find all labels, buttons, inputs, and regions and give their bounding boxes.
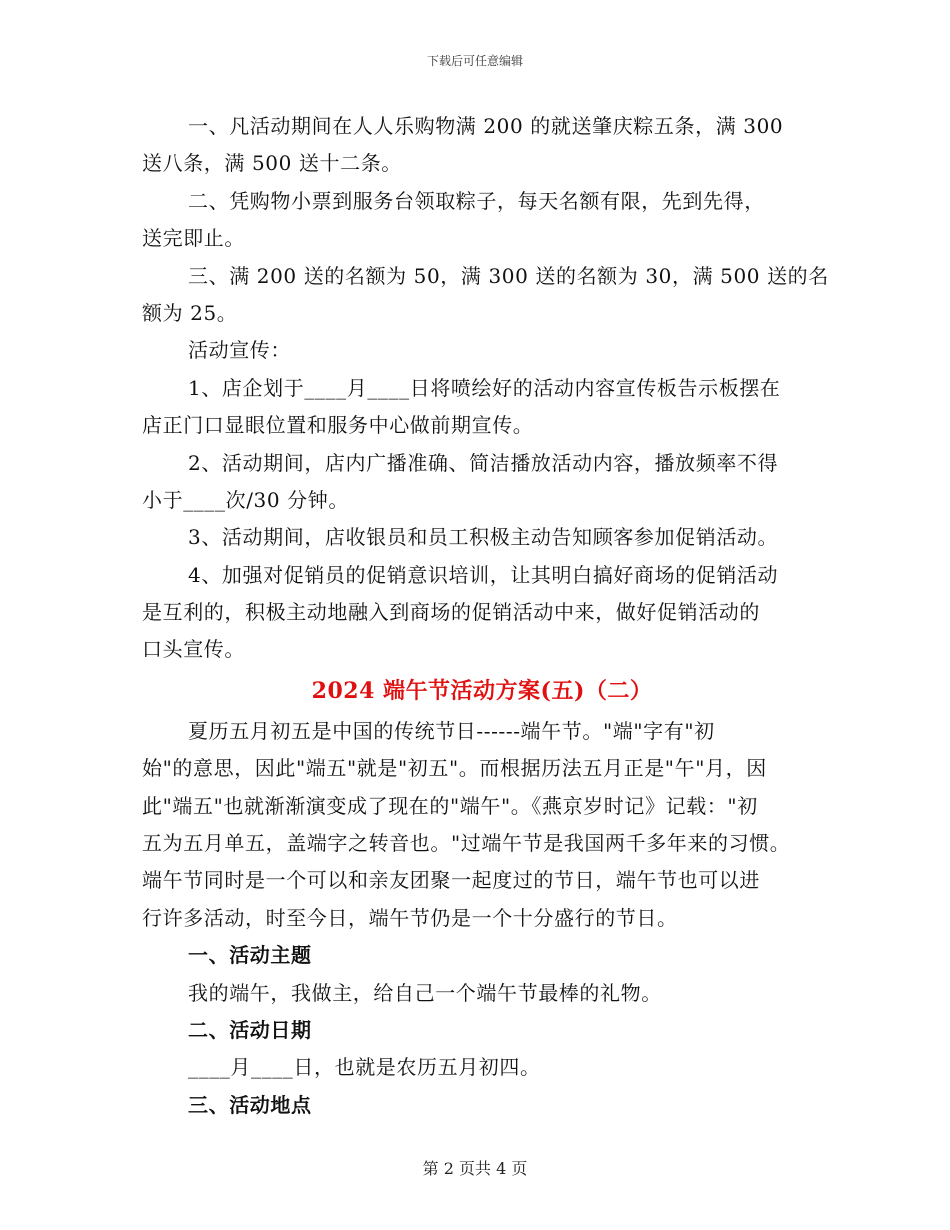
paragraph-line: 五为五月单五，盖端字之转音也。"过端午节是我国两千多年来的习惯。: [142, 831, 791, 856]
promo-heading: 活动宣传：: [188, 338, 291, 363]
paragraph-line: 是互利的，积极主动地融入到商场的促销活动中来，做好促销活动的: [142, 600, 760, 625]
paragraph-line: 1、店企划于____月____日将喷绘好的活动内容宣传板告示板摆在: [188, 375, 781, 400]
paragraph-line: 一、凡活动期间在人人乐购物满 200 的就送肇庆粽五条，满 300: [188, 114, 784, 138]
paragraph-line: 送完即止。: [142, 226, 245, 251]
paragraph-line: 小于____次/30 分钟。: [142, 487, 349, 512]
paragraph-line: 夏历五月初五是中国的传统节日------端午节。"端"字有"初: [188, 718, 715, 743]
paragraph-line: 送八条，满 500 送十二条。: [142, 151, 402, 176]
paragraph-line: 三、满 200 送的名额为 50，满 300 送的名额为 30，满 500 送的名: [188, 263, 829, 288]
page-header: 下载后可任意编辑: [426, 54, 523, 68]
paragraph-line: 我的端午，我做主，给自己一个端午节最棒的礼物。: [188, 980, 662, 1005]
section-heading-theme: 一、活动主题: [188, 943, 312, 968]
page-footer: 第 2 页共 4 页: [422, 1159, 528, 1178]
section-heading-location: 三、活动地点: [188, 1092, 312, 1117]
paragraph-line: 2、活动期间，店内广播准确、简洁播放活动内容，播放频率不得: [188, 450, 779, 475]
section-title: 2024 端午节活动方案(五)（二）: [311, 677, 653, 704]
paragraph-line: 端午节同时是一个可以和亲友团聚一起度过的节日，端午节也可以进: [142, 868, 760, 893]
paragraph-line: 始"的意思，因此"端五"就是"初五"。而根据历法五月正是"午"月，因: [142, 756, 767, 781]
paragraph-line: 3、活动期间，店收银员和员工积极主动告知顾客参加促销活动。: [188, 525, 779, 550]
paragraph-line: 口头宣传。: [142, 637, 245, 662]
document-body: [142, 108, 829, 1124]
paragraph-line: 此"端五"也就渐渐演变成了现在的"端午"。《燕京岁时记》记载："初: [142, 793, 758, 818]
paragraph-line: 4、加强对促销员的促销意识培训，让其明白搞好商场的促销活动: [188, 562, 779, 587]
paragraph-line: 二、凭购物小票到服务台领取粽子，每天名额有限，先到先得，: [188, 188, 765, 213]
section-heading-date: 二、活动日期: [188, 1017, 312, 1042]
paragraph-line: ____月____日，也就是农历五月初四。: [188, 1055, 541, 1080]
paragraph-line: 额为 25。: [142, 300, 238, 325]
paragraph-line: 行许多活动，时至今日，端午节仍是一个十分盛行的节日。: [142, 905, 678, 930]
paragraph-line: 店正门口显眼位置和服务中心做前期宣传。: [142, 413, 534, 438]
